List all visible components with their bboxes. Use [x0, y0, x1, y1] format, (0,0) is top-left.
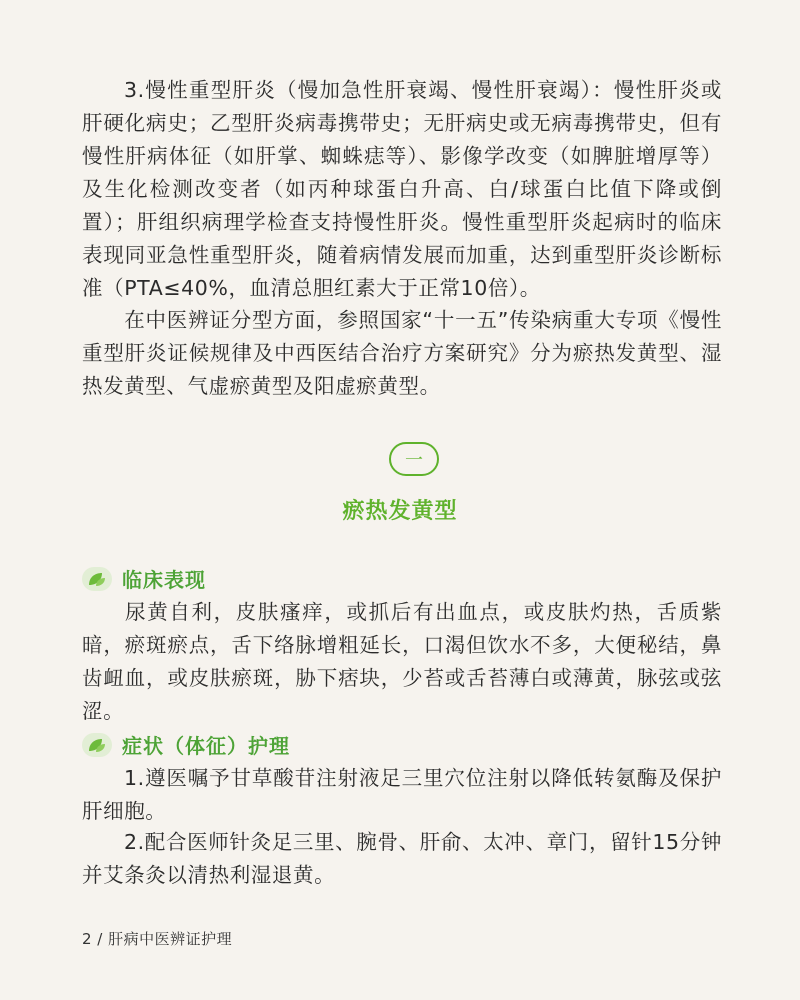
paragraph-care-item-2: 2.配合医师针灸足三里、腕骨、肝俞、太冲、章门，留针15分钟并艾条灸以清热利湿退黄。 — [82, 830, 722, 887]
subhead-symptom-care: 症状（体征）护理 — [82, 730, 290, 759]
leaf-icon — [82, 567, 112, 591]
section-number-badge: 一 — [389, 442, 439, 476]
section-title: 瘀热发黄型 — [342, 499, 458, 524]
paragraph-tcm-classification: 在中医辨证分型方面，参照国家“十一五”传染病重大专项《慢性重型肝炎证候规律及中西医结合治疗方案研究》分为瘀热发黄型、湿热发黄型、气虚瘀黄型及阳虚瘀黄型。 — [82, 308, 722, 398]
subhead-clinical: 临床表现 — [82, 564, 206, 593]
paragraph-clinical-manifestations: 尿黄自利，皮肤瘙痒，或抓后有出血点，或皮肤灼热，舌质紫暗，瘀斑瘀点，舌下络脉增粗延长，口渴但饮水不多，大便秘结，鼻齿衄血，或皮肤瘀斑，胁下痞块，少苔或舌苔薄白或薄黄，脉弦或弦涩。 — [82, 600, 722, 723]
page-footer: 2 / 肝病中医辨证护理 — [82, 930, 233, 948]
leaf-icon — [82, 733, 112, 757]
paragraph-care-item-1: 1.遵医嘱予甘草酸苷注射液足三里穴位注射以降低转氨酶及保护肝细胞。 — [82, 766, 722, 823]
paragraph-chronic-severe-hepatitis: 3.慢性重型肝炎（慢加急性肝衰竭、慢性肝衰竭）：慢性肝炎或肝硬化病史；乙型肝炎病毒携带史；无肝病史或无病毒携带史，但有慢性肝病体征（如肝掌、蜘蛛痣等）、影像学改变（如脾脏增厚等）及生化检测改变者（如丙种球蛋白升高、白/球蛋白比值下降或倒置）；肝组织病理学检查支持慢性肝炎。慢性重型肝炎起病时的临床表现同亚急性重型肝炎，随着病情发展而加重，达到重型肝炎诊断标准（PTA≤40%，血清总胆红素大于正常10倍）。 — [82, 78, 722, 300]
